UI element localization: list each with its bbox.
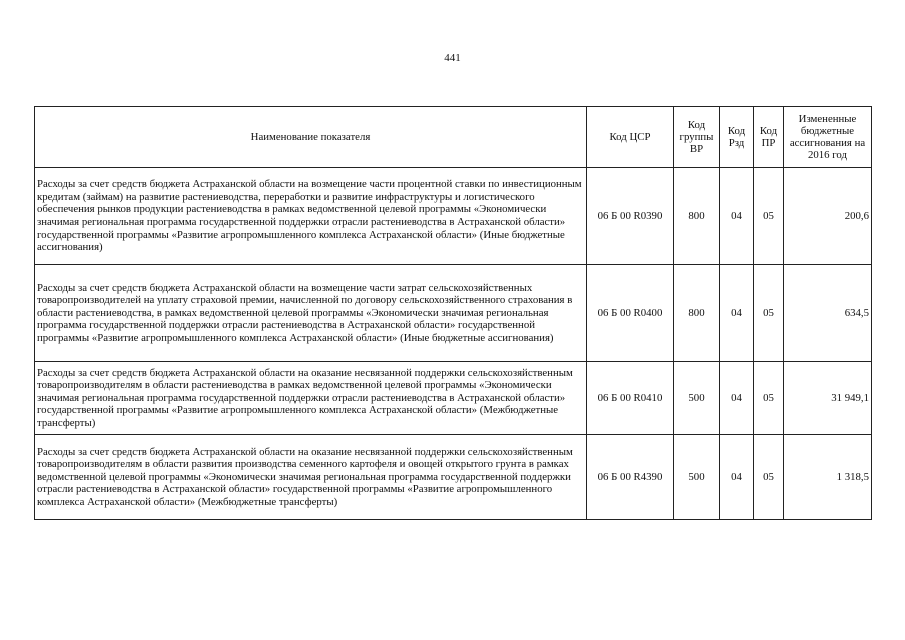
- row-name: Расходы за счет средств бюджета Астраханской области на оказание несвязанной поддержки сельскохозяйственным товаропроизводителям в области развития производства семенного картофеля и овощей открытого грунта в рамках ведомственной целевой программы «Экономически значимая региональная программа государственной поддержки отрасли растениеводства в Астраханской области» государственной программы «Развитие агропромышленного комплекса Астраханской области» (Межбюджетные трансферты): [35, 435, 587, 520]
- row-csr: 06 Б 00 R0400: [587, 265, 674, 362]
- header-name: Наименование показателя: [35, 107, 587, 168]
- row-amount: 634,5: [784, 265, 872, 362]
- row-pr: 05: [754, 435, 784, 520]
- row-amount: 200,6: [784, 168, 872, 265]
- row-rzd: 04: [720, 168, 754, 265]
- row-amount: 1 318,5: [784, 435, 872, 520]
- row-pr: 05: [754, 168, 784, 265]
- row-rzd: 04: [720, 265, 754, 362]
- page-number: 441: [444, 52, 461, 64]
- table-header-row: [35, 107, 872, 168]
- row-rzd: 04: [720, 435, 754, 520]
- header-amount: Измененные бюджетные ассигнования на 2016 год: [784, 107, 872, 168]
- header-rzd: Код Рзд: [720, 107, 754, 168]
- row-name: Расходы за счет средств бюджета Астраханской области на возмещение части затрат сельскохозяйственных товаропроизводителей на уплату страховой премии, начисленной по договору сельскохозяйственного страхования в области растениеводства, в рамках ведомственной целевой программы «Экономически значимая региональная программа государственной поддержки отрасли растениеводства в Астраханской области» государственной программы «Развитие агропромышленного комплекса Астраханской области» (Иные бюджетные ассигнования): [35, 265, 587, 362]
- header-csr: Код ЦСР: [587, 107, 674, 168]
- table-row: [35, 362, 872, 435]
- row-vr: 500: [674, 435, 720, 520]
- row-name: Расходы за счет средств бюджета Астраханской области на оказание несвязанной поддержки сельскохозяйственным товаропроизводителям в области растениеводства в рамках ведомственной целевой программы «Экономически значимая региональная программа государственной поддержки отрасли растениеводства в Астраханской области» государственной программы «Развитие агропромышленного комплекса Астраханской области» (Межбюджетные трансферты): [35, 362, 587, 435]
- row-vr: 800: [674, 168, 720, 265]
- table-row: [35, 168, 872, 265]
- row-amount: 31 949,1: [784, 362, 872, 435]
- row-vr: 500: [674, 362, 720, 435]
- header-pr: Код ПР: [754, 107, 784, 168]
- budget-table: [34, 106, 872, 520]
- table-row: [35, 265, 872, 362]
- row-csr: 06 Б 00 R0390: [587, 168, 674, 265]
- header-vr: Код группы ВР: [674, 107, 720, 168]
- row-pr: 05: [754, 362, 784, 435]
- row-name: Расходы за счет средств бюджета Астраханской области на возмещение части процентной ставки по инвестиционным кредитам (займам) на развитие растениеводства, переработки и развитие инфраструктуры и логистического обеспечения рынков продукции растениеводства в рамках ведомственной целевой программы «Экономически значимая региональная программа государственной поддержки отрасли растениеводства в Астраханской области» государственной программы «Развитие агропромышленного комплекса Астраханской области» (Иные бюджетные ассигнования): [35, 168, 587, 265]
- row-pr: 05: [754, 265, 784, 362]
- row-csr: 06 Б 00 R4390: [587, 435, 674, 520]
- row-rzd: 04: [720, 362, 754, 435]
- table-row: [35, 435, 872, 520]
- row-csr: 06 Б 00 R0410: [587, 362, 674, 435]
- row-vr: 800: [674, 265, 720, 362]
